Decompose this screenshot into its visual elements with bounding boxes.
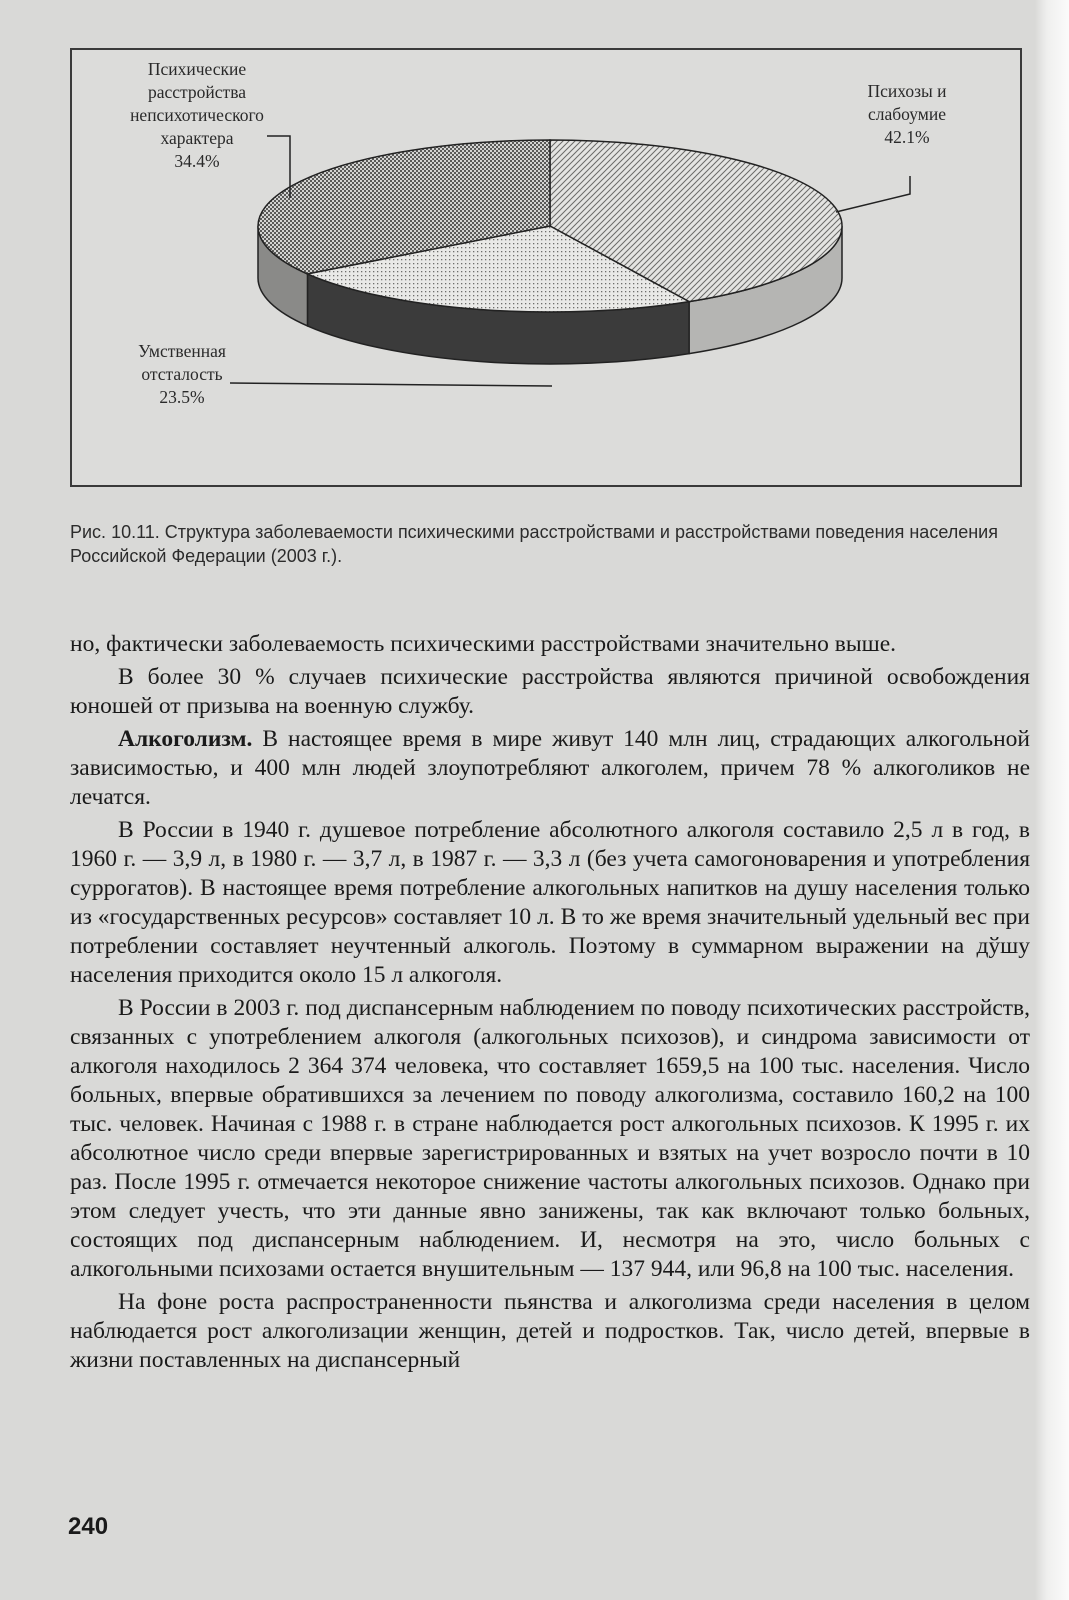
figure-caption: Рис. 10.11. Структура заболеваемости психическими расстройствами и расстройствами поведения населения Российской Федерации (2003 г.).	[70, 522, 998, 566]
label-psychoses-dementia: Психозы и слабоумие 42.1%	[867, 81, 947, 147]
paragraph-1: но, фактически заболеваемость психическими расстройствами значительно выше.	[70, 631, 897, 657]
paragraph-5: В России в 2003 г. под диспансерным наблюдением по поводу психотических расстройств, связанных с употреблением алкоголя (алкогольных психозов), и синдрома зависимости от алкоголя находилось 2 364 374 человека, что составляет 1659,5 на 100 тыс. населения. Число больных, впервые обратившихся за лечением по поводу алкоголизма, составило 160,2 на 100 тыс. человек. Начиная с 1988 г. в стране наблюдается рост алкогольных психозов. К 1995 г. их абсолютное число среди впервые зарегистрированных и взятых на учет возросло почти в 10 раз. После 1995 г. отмечается некоторое снижение частоты алкогольных психозов. Однако при этом следует учесть, что эти данные явно занижены, так как включают только больных, состоящих под диспансерным наблюдением. И, несмотря на это, число больных с алкогольными психозами остается внушительным — 137 944, или 96,8 на 100 тыс. населения.	[70, 995, 1030, 1282]
paragraph-2: В более 30 % случаев психические расстройства являются причиной освобождения юношей от призыва на военную службу.	[70, 664, 1030, 719]
body-text	[70, 630, 1030, 1375]
label-mental-retardation: Умственная отсталость 23.5%	[138, 341, 226, 407]
leader-line-retardation	[230, 383, 552, 386]
paragraph-4: В России в 1940 г. душевое потребление абсолютного алкоголя составило 2,5 л в год, в 1960 г. — 3,9 л, в 1980 г. — 3,7 л, в 1987 г. — 3,3 л (без учета самогоноварения и употребления суррогатов). В настоящее время потребление алкогольных напитков на душу населения только из «государственных ресурсов» составляет 10 л. В то же время значительный удельный вес при потреблении составляет неучтенный алкоголь. Поэтому в суммарном выражении на дўшу населения приходится около 15 л алкоголя.	[70, 817, 1030, 988]
figure-frame	[70, 48, 1022, 487]
page-edge-shadow	[1035, 0, 1069, 1600]
label-neurotic-disorders: Психические расстройства непсихотического характера 34.4%	[130, 59, 264, 171]
leader-line-psychoses	[836, 176, 910, 212]
heading-alcoholism: Алкоголизм.	[118, 726, 253, 752]
paragraph-6: На фоне роста распространенности пьянства и алкоголизма среди населения в целом наблюдается рост алкоголизации женщин, детей и подростков. Так, число детей, впервые в жизни поставленных на диспансерный	[70, 1289, 1030, 1373]
paragraph-3	[70, 725, 1030, 812]
paragraph-3-text: В настоящее время в мире живут 140 млн лиц, страдающих алкогольной зависимостью, и 400 млн людей злоупотребляют алкоголем, причем 78 % алкоголиков не лечатся.	[70, 726, 1030, 810]
page-number: 240	[68, 1513, 109, 1540]
